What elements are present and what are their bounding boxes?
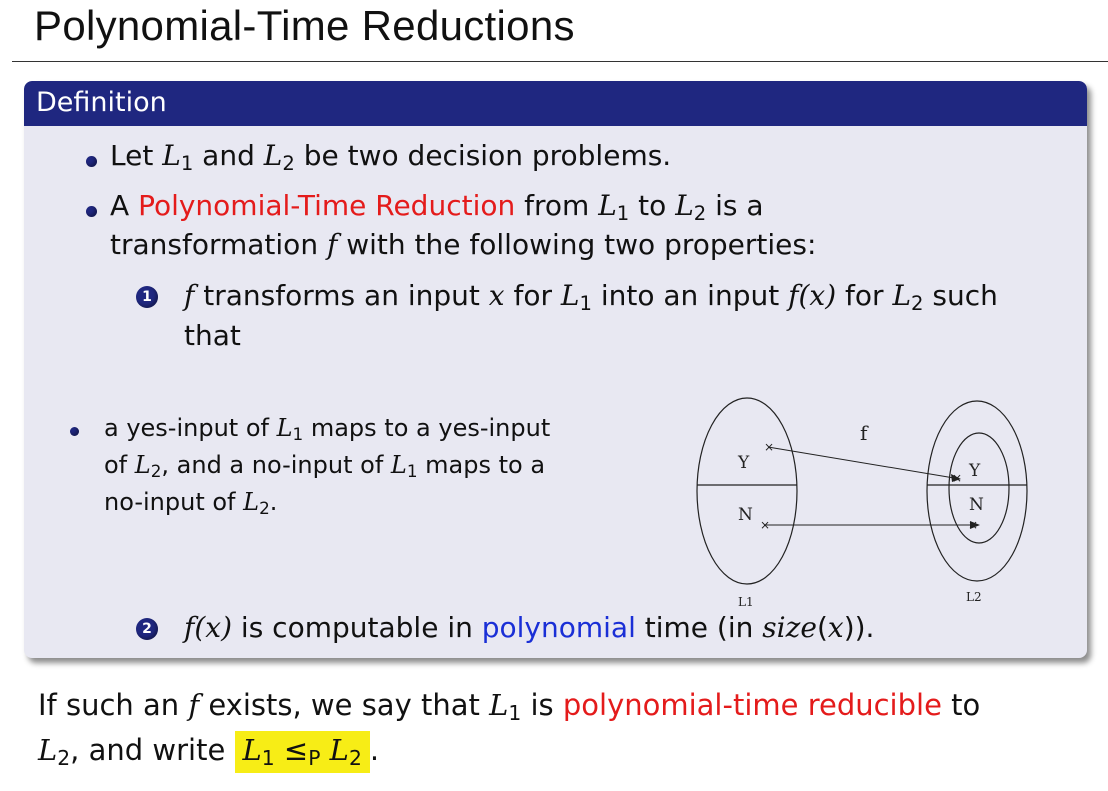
reduction-notation: $L_1 \le_P$ $L_2$ [235,731,370,773]
set-l1-ellipse [697,398,797,584]
reducible-term: polynomial-time reducible [562,688,942,722]
enum-2-icon: 2 [136,618,158,640]
conclusion-line1: If such an f exists, we say that $L_1$ is polynomial-time reducible to [38,688,981,726]
bullet-2-text: A Polynomial-Time Reduction from $L_1$ to $L_2$ is a [110,189,764,225]
bullet-icon [70,427,79,436]
title-divider [12,61,1108,62]
item-1-text: f transforms an input x for $L_1$ into an input f(x) for $L_2$ such [184,279,998,315]
set-l2-label: L2 [966,590,982,604]
polynomial-term: polynomial [481,611,636,644]
bullet-1-text: Let $L_1$ and $L_2$ be two decision problems. [110,139,672,175]
item-2-text: f(x) is computable in polynomial time (in size(x)). [184,611,875,644]
right-yes-label: Y [969,461,981,481]
conclusion-line2: $L_2$, and write $L_1 \le_P$ $L_2$ . [38,733,379,770]
mapping-f-label: f [860,421,868,445]
bullet-icon [86,156,97,167]
no-input-mark: × [760,518,771,532]
image-subset-ellipse [949,433,1009,543]
definition-header [24,81,1087,126]
definition-header-label: Definition [36,87,167,118]
bullet-icon [86,206,97,217]
reduction-term: Polynomial-Time Reduction [138,189,516,222]
left-yes-label: Y [738,453,750,473]
bullet-2-text-line2: transformation f with the following two properties: [110,228,817,261]
slide-title: Polynomial-Time Reductions [34,2,575,49]
sub-bullet-line1: a yes-input of $L_1$ maps to a yes-input [104,414,551,445]
no-image-mark: × [968,518,979,532]
enum-1-icon: 1 [136,286,158,308]
set-l2-ellipse [927,401,1027,581]
yes-input-mark: × [764,440,775,454]
item-1-text-line2: that [184,319,241,352]
right-no-label: N [969,495,984,515]
sub-bullet-line2: of $L_2$, and a no-input of $L_1$ maps to a [104,451,546,482]
sub-bullet-line3: no-input of $L_2$. [104,488,278,519]
set-l1-label: L1 [738,595,754,609]
reduction-diagram [670,388,1070,613]
yes-image-mark: × [952,471,963,485]
left-no-label: N [738,505,753,525]
